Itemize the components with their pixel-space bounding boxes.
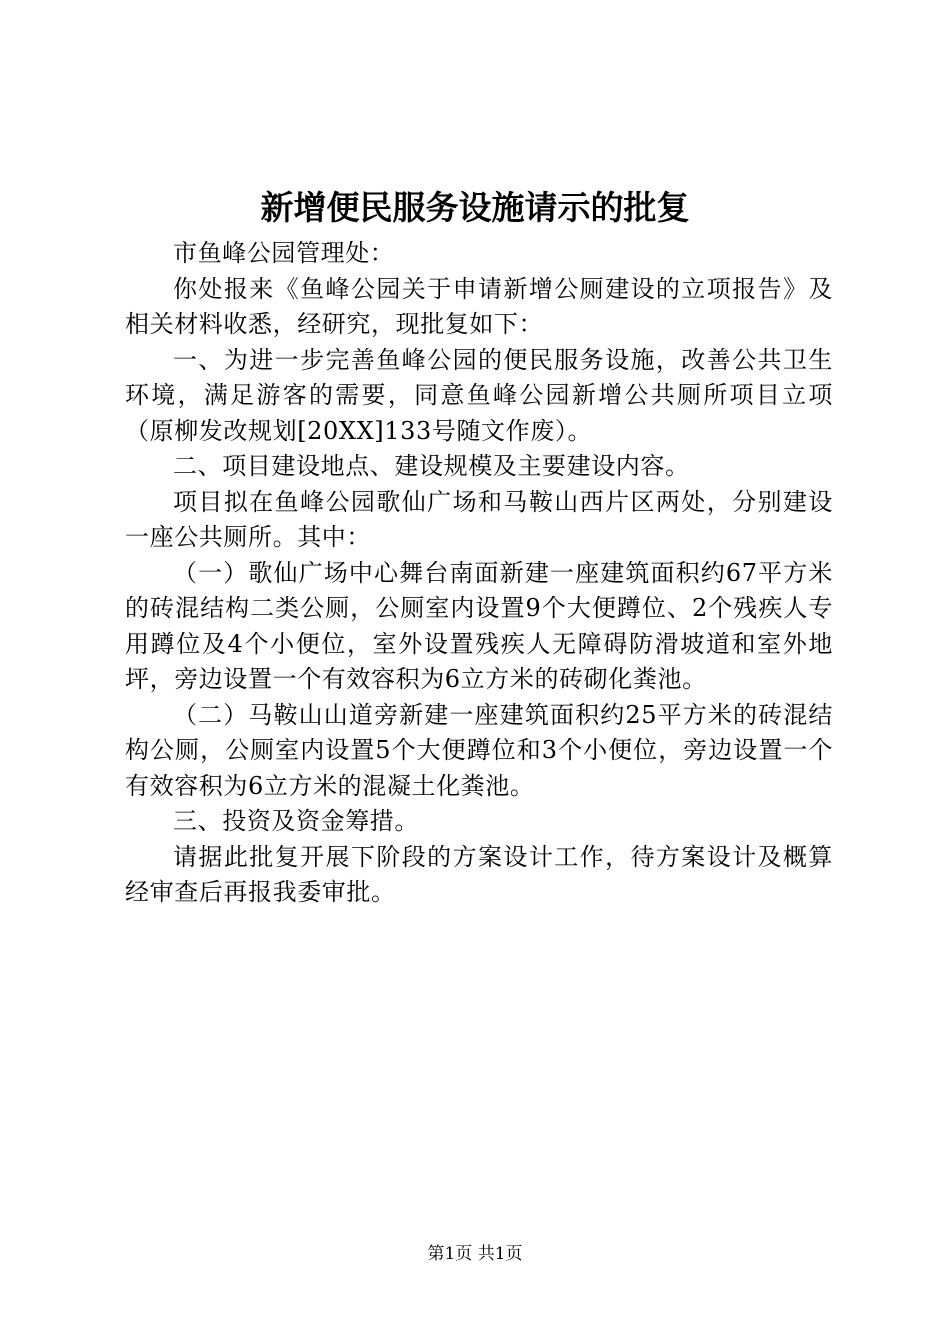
paragraph-subitem-2: （二）马鞍山山道旁新建一座建筑面积约25平方米的砖混结构公厕，公厕室内设置5个大便蹲位和3个小便位，旁边设置一个有效容积为6立方米的混凝土化粪池。 [125,700,833,800]
paragraph-section-2-heading: 二、项目建设地点、建设规模及主要建设内容。 [173,452,690,480]
salutation: 市鱼峰公园管理处： [173,239,395,267]
page-number-footer: 第1页 共1页 [427,1244,523,1264]
paragraph-section-3-heading: 三、投资及资金筹措。 [173,807,419,835]
paragraph-report-received: 你处报来《鱼峰公园关于申请新增公厕建设的立项报告》及相关材料收悉，经研究，现批复如下： [125,274,833,338]
paragraph-approval-item-1: 一、为进一步完善鱼峰公园的便民服务设施，改善公共卫生环境，满足游客的需要，同意鱼峰公园新增公共厕所项目立项（原柳发改规划[20XX]133号随文作废）。 [125,345,833,445]
document-title: 新增便民服务设施请示的批复 [260,188,690,227]
paragraph-subitem-1: （一）歌仙广场中心舞台南面新建一座建筑面积约67平方米的砖混结构二类公厕，公厕室内设置9个大便蹲位、2个残疾人专用蹲位及4个小便位，室外设置残疾人无障碍防滑坡道和室外地坪，旁边设置一个有效容积为6立方米的砖砌化粪池。 [125,558,833,693]
paragraph-project-location: 项目拟在鱼峰公园歌仙广场和马鞍山西片区两处，分别建设一座公共厕所。其中： [125,487,833,551]
document-body [125,236,833,911]
paragraph-closing-instruction: 请据此批复开展下阶段的方案设计工作，待方案设计及概算经审查后再报我委审批。 [125,842,833,906]
